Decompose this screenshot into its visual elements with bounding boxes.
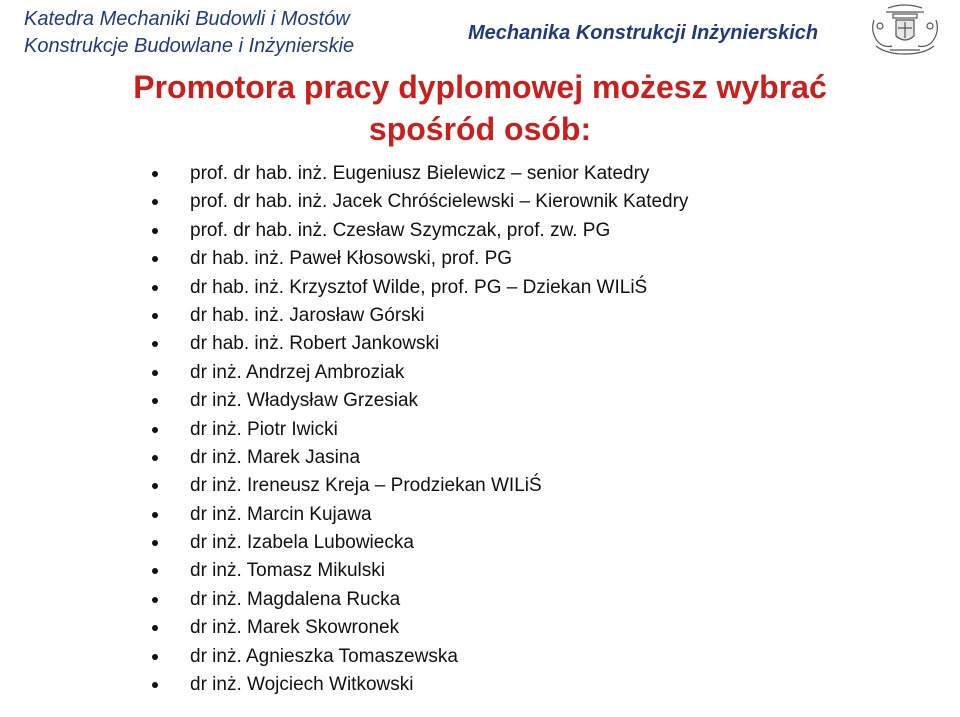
bullet-icon xyxy=(152,568,158,574)
supervisor-name: dr inż. Agnieszka Tomaszewska xyxy=(190,645,458,667)
bullet-icon xyxy=(152,313,158,319)
bullet-icon xyxy=(152,171,158,177)
supervisor-name: dr inż. Piotr Iwicki xyxy=(190,418,338,440)
university-crest-icon xyxy=(866,2,944,58)
slide-title xyxy=(40,66,920,150)
bullet-icon xyxy=(152,199,158,205)
supervisor-name: dr hab. inż. Krzysztof Wilde, prof. PG – Dziekan WILiŚ xyxy=(190,276,648,298)
bullet-icon xyxy=(152,682,158,688)
bullet-icon xyxy=(152,370,158,376)
department-name: Katedra Mechaniki Budowli i Mostów xyxy=(24,8,350,30)
slide-header xyxy=(0,0,960,62)
bullet-icon xyxy=(152,228,158,234)
bullet-icon xyxy=(152,483,158,489)
bullet-icon xyxy=(152,398,158,404)
supervisor-name: dr hab. inż. Paweł Kłosowski, prof. PG xyxy=(190,248,513,270)
supervisor-name: prof. dr hab. inż. Jacek Chróścielewski – Kierownik Katedry xyxy=(190,191,689,213)
slide-title-line-1: Promotora pracy dyplomowej możesz wybrać xyxy=(133,69,827,105)
course-title: Mechanika Konstrukcji Inżynierskich xyxy=(468,22,819,44)
supervisor-name: dr inż. Wojciech Witkowski xyxy=(190,674,414,696)
supervisor-name: dr hab. inż. Jarosław Górski xyxy=(190,304,425,326)
bullet-icon xyxy=(152,512,158,518)
supervisor-name: prof. dr hab. inż. Eugeniusz Bielewicz – senior Katedry xyxy=(190,163,650,184)
bullet-icon xyxy=(152,256,158,262)
supervisor-name: dr hab. inż. Robert Jankowski xyxy=(190,333,440,355)
supervisor-name: prof. dr hab. inż. Czesław Szymczak, prof. zw. PG xyxy=(190,219,611,241)
bullet-icon xyxy=(152,540,158,546)
supervisor-name: dr inż. Marek Skowronek xyxy=(190,617,400,639)
bullet-icon xyxy=(152,455,158,461)
slide-title-line-2: spośród osób: xyxy=(368,111,592,147)
supervisor-name: dr inż. Andrzej Ambroziak xyxy=(190,361,405,383)
supervisor-name: dr inż. Władysław Grzesiak xyxy=(190,390,419,412)
bullet-icon xyxy=(152,597,158,603)
supervisor-name: dr inż. Tomasz Mikulski xyxy=(190,560,385,582)
bullet-icon xyxy=(152,341,158,347)
supervisor-name: dr inż. Magdalena Rucka xyxy=(190,588,401,610)
supervisor-name: dr inż. Marcin Kujawa xyxy=(190,503,372,525)
bullet-icon xyxy=(152,427,158,433)
supervisor-name: dr inż. Marek Jasina xyxy=(190,446,361,468)
bullet-icon xyxy=(152,285,158,291)
supervisor-name: dr inż. Izabela Lubowiecka xyxy=(190,532,414,554)
specialization-name: Konstrukcje Budowlane i Inżynierskie xyxy=(24,35,355,57)
bullet-icon xyxy=(152,654,158,660)
supervisor-name: dr inż. Ireneusz Kreja – Prodziekan WILiŚ xyxy=(190,475,542,497)
bullet-icon xyxy=(152,625,158,631)
